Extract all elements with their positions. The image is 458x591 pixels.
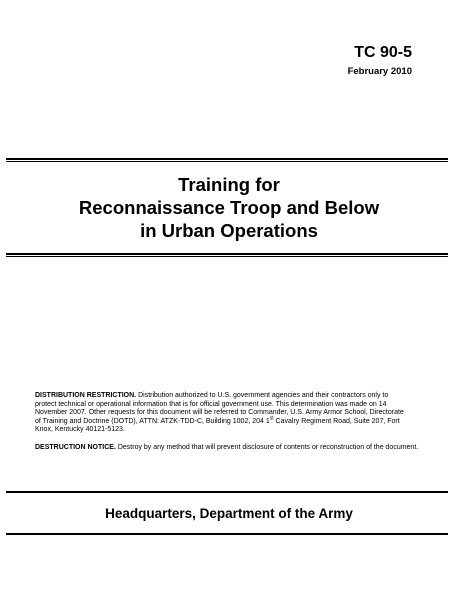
distribution-restriction: [35, 392, 430, 435]
destruction-text: Destroy by any method that will prevent disclosure of contents or reconstruction of the document.: [117, 444, 419, 451]
distribution-line-2: protect technical or operational information that is for official government use. This determination was made on 14: [35, 400, 387, 408]
publication-date: February 2010: [347, 66, 412, 77]
top-divider: [6, 158, 448, 162]
distribution-line-4a: of Training and Doctrine (DOTD), ATTN: ATZK-TDD-C, Building 1002, 204 1: [35, 417, 270, 425]
ordinal-superscript: st: [269, 415, 274, 422]
title-line-3: in Urban Operations: [140, 220, 318, 241]
destruction-label: DESTRUCTION NOTICE.: [35, 444, 116, 451]
distribution-label: DISTRIBUTION RESTRICTION.: [35, 392, 137, 399]
title-divider: [6, 253, 448, 257]
distribution-line-1: Distribution authorized to U.S. government agencies and their contractors only to: [138, 392, 389, 399]
title-line-2: Reconnaissance Troop and Below: [78, 197, 380, 218]
document-title: [0, 173, 458, 242]
document-number: TC 90-5: [354, 44, 412, 61]
distribution-line-4b: Cavalry Regiment Road, Suite 207, Fort: [273, 417, 400, 425]
headquarters-label: Headquarters, Department of the Army: [105, 506, 353, 521]
distribution-line-5: Knox, Kentucky 40121-5123.: [35, 426, 125, 433]
footer-top-divider: [6, 491, 448, 493]
title-line-1: Training for: [178, 174, 280, 195]
footer-bottom-divider: [6, 533, 448, 535]
distribution-line-3: November 2007. Other requests for this document will be referred to Commander, U.S. Army Armor School, Directorate: [35, 409, 404, 416]
destruction-notice: [35, 444, 430, 453]
